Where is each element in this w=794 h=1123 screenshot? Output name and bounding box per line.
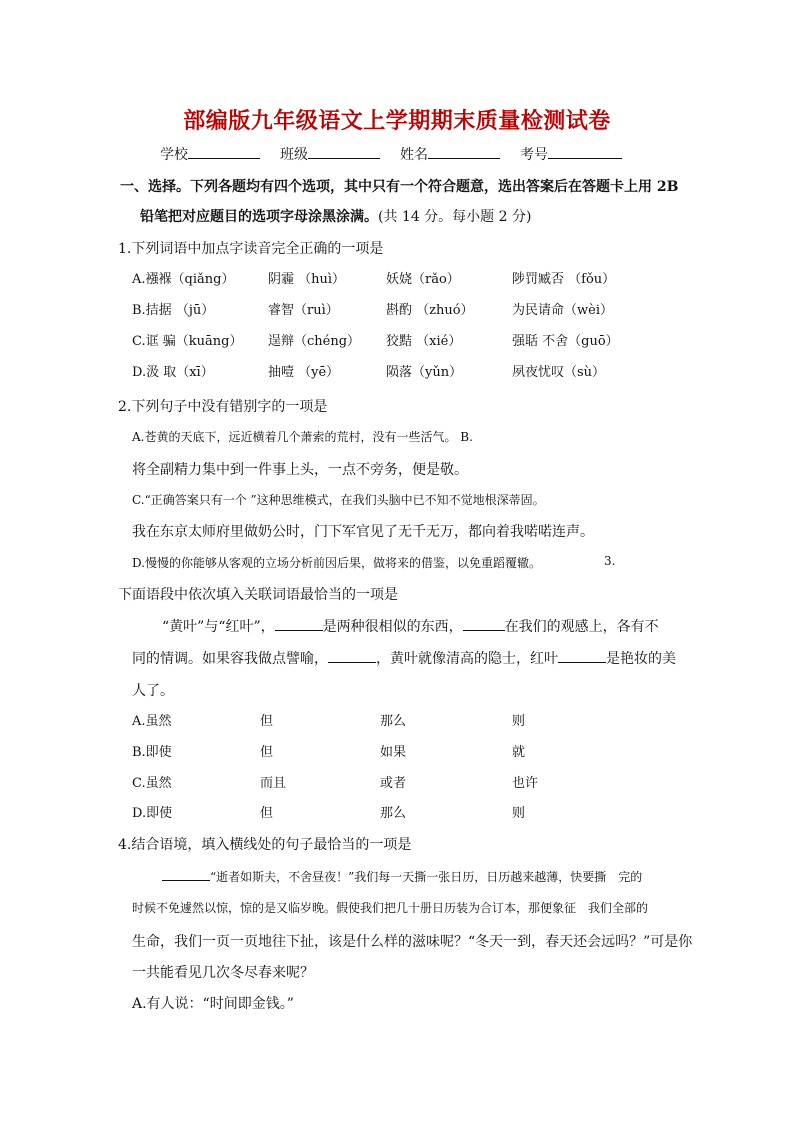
question-3-stem: 下面语段中依次填入关联词语最恰当的一项是 [118, 587, 398, 603]
q3-text: 是艳妆的美 [606, 651, 676, 667]
page-title: 部编版九年级语文上学期期末质量检测试卷 [183, 108, 611, 134]
q3-b-2: 但 [260, 745, 274, 760]
exam-no-blank[interactable] [548, 144, 622, 159]
q4-text: “逝者如斯夫，不舍昼夜！”我们每一天撕一张日历，日历越来越薄，快要撕 完的 [210, 870, 643, 884]
q1-a-1: A.襁褓（qiǎng） [132, 272, 235, 287]
q3-a-3: 那么 [380, 714, 407, 729]
q3-a-1: A.虽然 [132, 714, 172, 729]
q3-passage-line2 [132, 648, 676, 668]
section-heading: 一、选择。下列各题均有四个选项，其中只有一个符合题意，选出答案后在答题卡上用 2B [120, 179, 679, 195]
q1-c-2: 逞辩（chéng） [268, 334, 361, 349]
q1-c-4: 强聒 不舍（guō） [512, 334, 619, 349]
q3-passage-line3: 人了。 [132, 683, 174, 699]
q3-text: 同的情调。如果容我做点譬喻， [132, 651, 328, 667]
q1-b-4: 为民请命（wèi） [512, 303, 613, 318]
q1-b-1: B.拮据 （jū） [132, 303, 215, 318]
school-field [160, 144, 260, 164]
q2-option-b: 将全副精力集中到一件事上头，一点不旁务，便是敬。 [132, 462, 468, 478]
q3-blank-3 [328, 649, 376, 663]
school-blank[interactable] [188, 144, 260, 159]
q3-blank-4 [558, 649, 606, 663]
question-2-stem: 2.下列句子中没有错别字的一项是 [118, 399, 328, 415]
q1-d-4: 夙夜忧叹（sù） [512, 365, 606, 380]
school-label: 学校 [160, 147, 188, 163]
exam-no-label: 考号 [520, 147, 548, 163]
q1-b-2: 睿智（ruì） [268, 303, 339, 318]
q4-passage-line4: 一共能看见几次冬尽春来呢？ [132, 965, 314, 981]
question-1-stem: 1.下列词语中加点字读音完全正确的一项是 [118, 241, 384, 257]
q3-c-3: 或者 [380, 776, 407, 791]
name-label: 姓名 [400, 147, 428, 163]
section-instruction: 铅笔把对应题目的选项字母涂黑涂满。 [140, 209, 378, 225]
q3-number: 3. [604, 554, 616, 568]
q3-text: 在我们的观感上，各有不 [504, 619, 659, 635]
q4-passage-line1 [162, 867, 642, 885]
q1-d-2: 抽噎 （yē） [268, 365, 340, 380]
q1-a-4: 陟罚臧否 （fǒu） [512, 272, 616, 287]
q3-text: ，黄叶就像清高的隐士，红叶 [376, 651, 558, 667]
exam-no-field [520, 144, 622, 164]
q3-b-1: B.即使 [132, 745, 172, 760]
q3-c-1: C.虽然 [132, 776, 172, 791]
q1-d-3: 陨落（yǔn） [386, 365, 463, 380]
q3-d-3: 那么 [380, 806, 407, 821]
name-blank[interactable] [428, 144, 500, 159]
q3-a-4: 则 [512, 714, 526, 729]
question-4-stem: 4.结合语境，填入横线处的句子最恰当的一项是 [118, 837, 412, 853]
section-score: (共 14 分。每小题 2 分) [378, 209, 532, 225]
q3-a-2: 但 [260, 714, 274, 729]
q3-text: “黄叶”与“红叶”， [162, 619, 275, 635]
q3-c-4: 也许 [512, 776, 539, 791]
q1-c-1: C.诓 骗（kuāng） [132, 334, 243, 349]
class-blank[interactable] [308, 144, 380, 159]
q3-d-2: 但 [260, 806, 274, 821]
q2-option-c: C.“正确答案只有一个 ”这种思维模式，在我们头脑中已不知不觉地根深蒂固。 [132, 493, 545, 507]
q3-d-1: D.即使 [132, 806, 173, 821]
q3-b-4: 就 [512, 745, 526, 760]
q4-passage-line3: 生命，我们一页一页地往下扯，该是什么样的滋味呢？“冬天一到，春天还会远吗？”可是你 [132, 934, 693, 950]
q2-option-d: D.慢慢的你能够从客观的立场分析前因后果，做将来的借鉴，以免重蹈覆辙。 [132, 556, 542, 570]
q4-blank [162, 867, 210, 881]
q1-a-2: 阴霾 （huì） [268, 272, 346, 287]
q2-option-c-cont: 我在东京太师府里做奶公时，门下军官见了无千无万，都向着我喏喏连声。 [132, 524, 594, 540]
q1-b-3: 斟酌 （zhuó） [386, 303, 474, 318]
q3-blank-2 [463, 617, 505, 631]
q1-c-3: 狡黠 （xié） [386, 334, 462, 349]
q3-c-2: 而且 [260, 776, 287, 791]
q3-d-4: 则 [512, 806, 526, 821]
q4-option-a: A.有人说：“时间即金钱。” [132, 996, 294, 1012]
class-label: 班级 [280, 147, 308, 163]
q1-a-3: 妖娆（rǎo） [386, 272, 460, 287]
q3-passage-line1 [162, 616, 659, 636]
q3-text: 是两种很相似的东西， [322, 619, 463, 635]
q3-blank-1 [275, 617, 323, 631]
class-field [280, 144, 380, 164]
section-heading-cont [140, 206, 531, 226]
q1-d-1: D.汲 取（xī） [132, 365, 214, 380]
q3-b-3: 如果 [380, 745, 407, 760]
name-field [400, 144, 500, 164]
q2-option-a: A.苍黄的天底下，远近横着几个萧索的荒村，没有一些活气。 B. [132, 430, 473, 444]
q4-passage-line2: 时候不免遽然以惊，惊的是又临岁晚。假使我们把几十册日历装为合订本，那便象征 我们全部的 [132, 901, 649, 915]
